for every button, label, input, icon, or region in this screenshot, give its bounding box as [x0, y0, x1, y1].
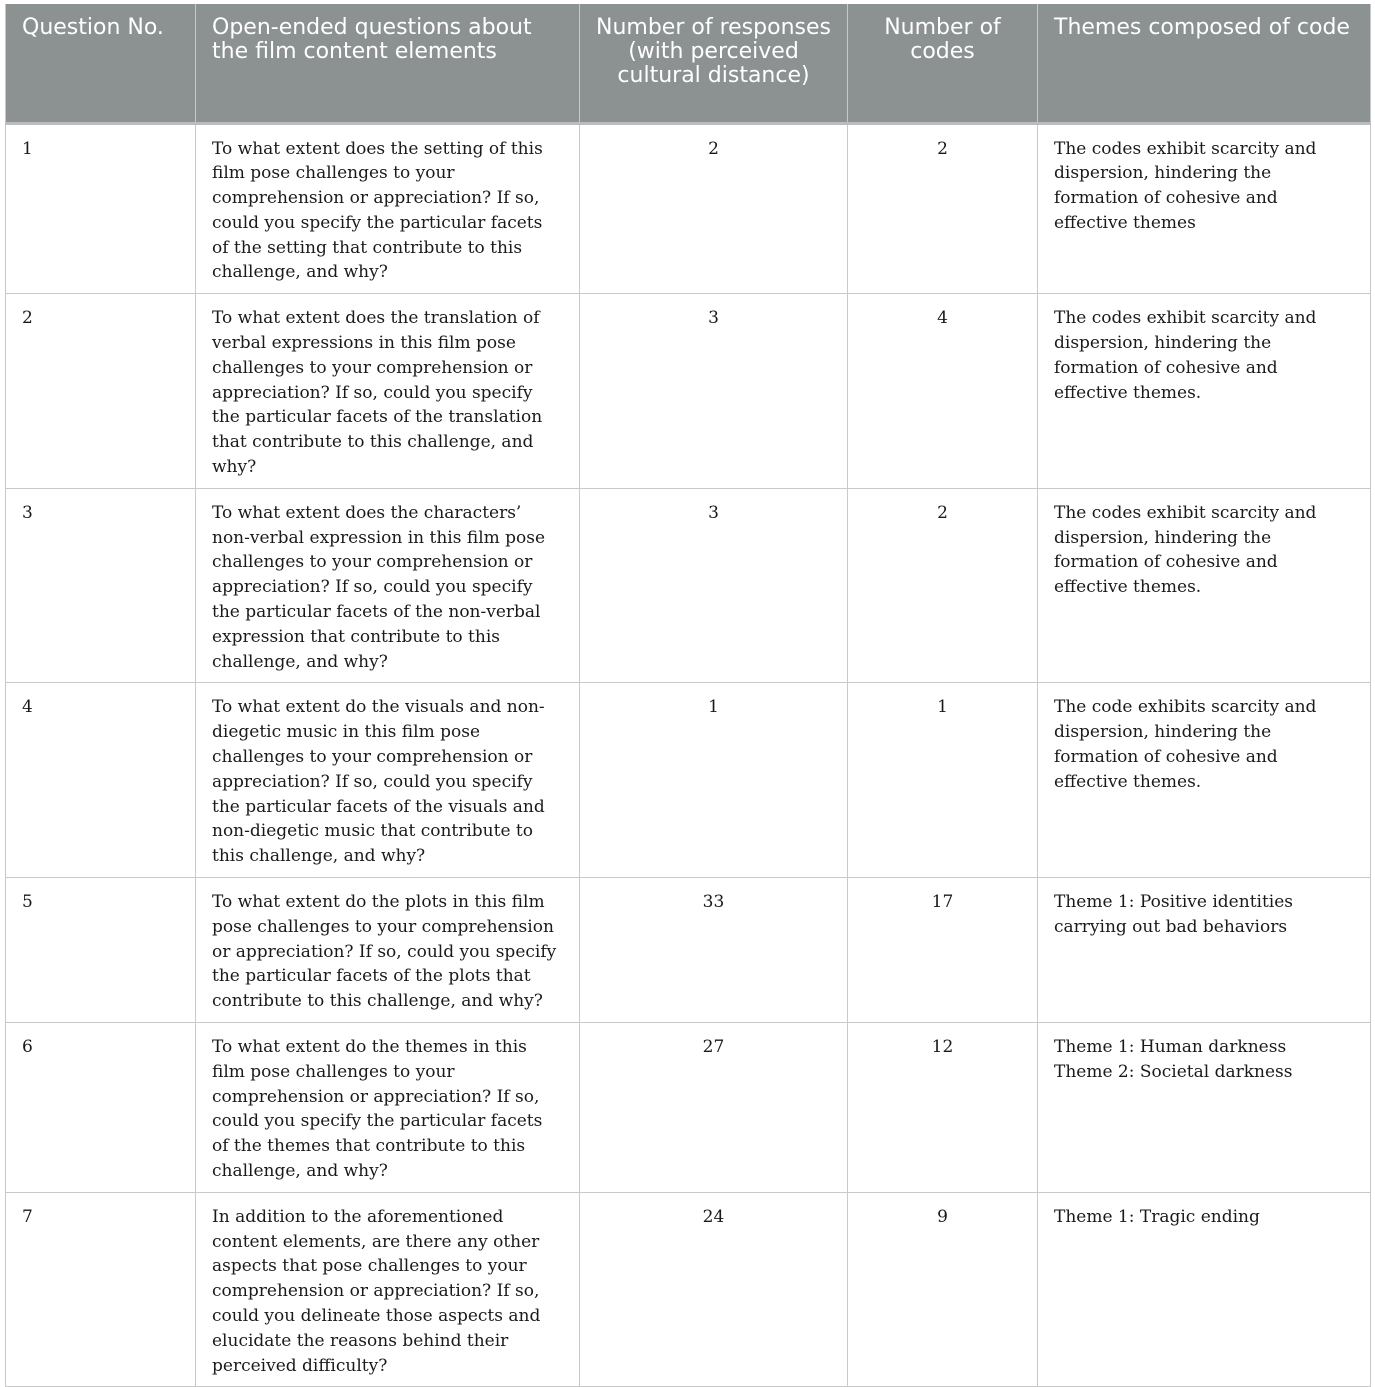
header-row [6, 4, 1371, 123]
cell-codes: 2 [848, 488, 1038, 683]
header-themes: Themes composed of code [1038, 4, 1371, 123]
cell-question-no: 4 [6, 683, 196, 878]
cell-responses: 33 [580, 878, 848, 1023]
table-row [6, 1192, 1371, 1387]
cell-themes: Theme 1: Tragic ending [1038, 1192, 1371, 1387]
header-question-no: Question No. [6, 4, 196, 123]
cell-themes: The codes exhibit scarcity and dispersion, hindering the formation of cohesive and effective themes. [1038, 488, 1371, 683]
cell-responses: 27 [580, 1023, 848, 1193]
table-row [6, 488, 1371, 683]
cell-question: To what extent do the plots in this film pose challenges to your comprehension or appreciation? If so, could you specify the particular facets of the plots that contribute to this challenge, and why? [196, 878, 580, 1023]
cell-question-no: 5 [6, 878, 196, 1023]
cell-question-no: 3 [6, 488, 196, 683]
table-row [6, 123, 1371, 294]
cell-responses: 2 [580, 123, 848, 294]
data-table [5, 4, 1371, 1387]
table-header [6, 4, 1371, 123]
cell-responses: 3 [580, 294, 848, 489]
cell-question-no: 7 [6, 1192, 196, 1387]
header-open-ended-questions: Open-ended questions about the film content elements [196, 4, 580, 123]
cell-codes: 1 [848, 683, 1038, 878]
cell-question-no: 2 [6, 294, 196, 489]
cell-responses: 3 [580, 488, 848, 683]
cell-themes: Theme 1: Positive identities carrying out bad behaviors [1038, 878, 1371, 1023]
cell-question: To what extent does the translation of verbal expressions in this film pose challenges to your comprehension or appreciation? If so, could you specify the particular facets of the translation that contribute to this challenge, and why? [196, 294, 580, 489]
cell-question: To what extent do the visuals and non-diegetic music in this film pose challenges to your comprehension or appreciation? If so, could you specify the particular facets of the visuals and non-diegetic music that contribute to this challenge, and why? [196, 683, 580, 878]
cell-codes: 17 [848, 878, 1038, 1023]
cell-question-no: 6 [6, 1023, 196, 1193]
table-row [6, 878, 1371, 1023]
table-row [6, 683, 1371, 878]
cell-codes: 12 [848, 1023, 1038, 1193]
cell-themes: The codes exhibit scarcity and dispersion, hindering the formation of cohesive and effective themes. [1038, 294, 1371, 489]
cell-themes: Theme 1: Human darkness Theme 2: Societal darkness [1038, 1023, 1371, 1193]
table-body [6, 123, 1371, 1387]
cell-question: To what extent do the themes in this film pose challenges to your comprehension or appreciation? If so, could you specify the particular facets of the themes that contribute to this challenge, and why? [196, 1023, 580, 1193]
cell-responses: 24 [580, 1192, 848, 1387]
cell-question: To what extent does the setting of this film pose challenges to your comprehension or appreciation? If so, could you specify the particular facets of the setting that contribute to this challenge, and why? [196, 123, 580, 294]
cell-codes: 4 [848, 294, 1038, 489]
table-row [6, 294, 1371, 489]
cell-themes: The codes exhibit scarcity and dispersion, hindering the formation of cohesive and effective themes [1038, 123, 1371, 294]
header-number-of-codes: Number of codes [848, 4, 1038, 123]
cell-question-no: 1 [6, 123, 196, 294]
cell-themes: The code exhibits scarcity and dispersion, hindering the formation of cohesive and effective themes. [1038, 683, 1371, 878]
cell-responses: 1 [580, 683, 848, 878]
table-row [6, 1023, 1371, 1193]
cell-question: In addition to the aforementioned content elements, are there any other aspects that pose challenges to your comprehension or appreciation? If so, could you delineate those aspects and elucidate the reasons behind their perceived difficulty? [196, 1192, 580, 1387]
cell-codes: 2 [848, 123, 1038, 294]
header-number-of-responses: Number of responses (with perceived cultural distance) [580, 4, 848, 123]
cell-question: To what extent does the characters’ non-verbal expression in this film pose challenges to your comprehension or appreciation? If so, could you specify the particular facets of the non-verbal expression that contribute to this challenge, and why? [196, 488, 580, 683]
cell-codes: 9 [848, 1192, 1038, 1387]
